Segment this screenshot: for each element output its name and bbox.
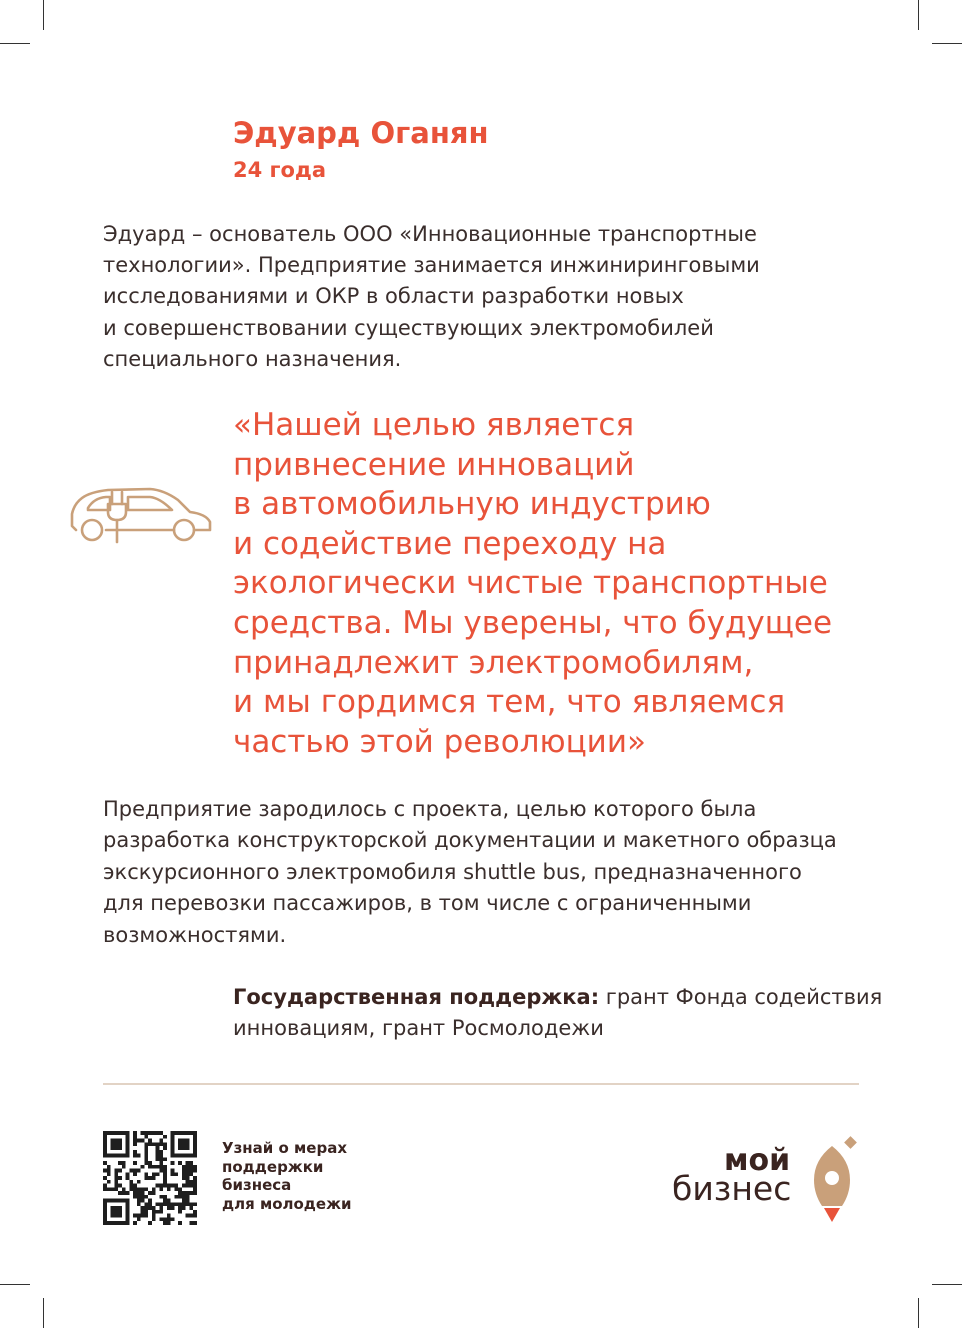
crop-mark <box>43 0 44 30</box>
crop-mark <box>918 1298 919 1328</box>
intro-paragraph: Эдуард – основатель ООО «Инновационные транспортные технологии». Предприятие занимается инжиниринговыми исследованиями и ОКР в области разработки новых и совершенствовании существующих электромобилей специального назначения. <box>103 222 760 371</box>
crop-mark <box>932 1284 962 1285</box>
crop-mark <box>43 1298 44 1328</box>
logo-text-top: мой <box>724 1143 791 1178</box>
divider <box>103 1083 859 1085</box>
electric-car-icon <box>68 484 214 546</box>
crop-mark <box>0 1284 30 1285</box>
logo-text-bottom: бизнес <box>672 1169 792 1208</box>
qr-caption: Узнай о мерах поддержки бизнеса для молодежи <box>222 1139 352 1213</box>
support-text: грант Фонда содействия инновациям, грант Росмолодежи <box>233 985 883 1041</box>
crop-mark <box>0 43 30 44</box>
state-support <box>233 982 933 1045</box>
quote-text: «Нашей целью является привнесение инноваций в автомобильную индустрию и содействие переходу на экологически чистые транспортные средства. Мы уверены, что будущее принадлежит электромобилям, и мы гордимся тем, что являемся частью этой революции» <box>233 407 833 760</box>
crop-mark <box>918 0 919 30</box>
qr-code-icon[interactable] <box>103 1131 197 1225</box>
crop-mark <box>932 43 962 44</box>
support-label: Государственная поддержка: <box>233 985 600 1009</box>
rocket-logo-icon <box>808 1136 860 1226</box>
project-paragraph: Предприятие зародилось с проекта, целью которого была разработка конструкторской документации и макетного образца экскурсионного электромобиля shuttle bus, предназначенного для перевозки пассажиров, в том числе с ограниченными возможностями. <box>103 797 837 947</box>
person-name: Эдуард Оганян <box>233 116 489 150</box>
person-age: 24 года <box>233 158 327 182</box>
